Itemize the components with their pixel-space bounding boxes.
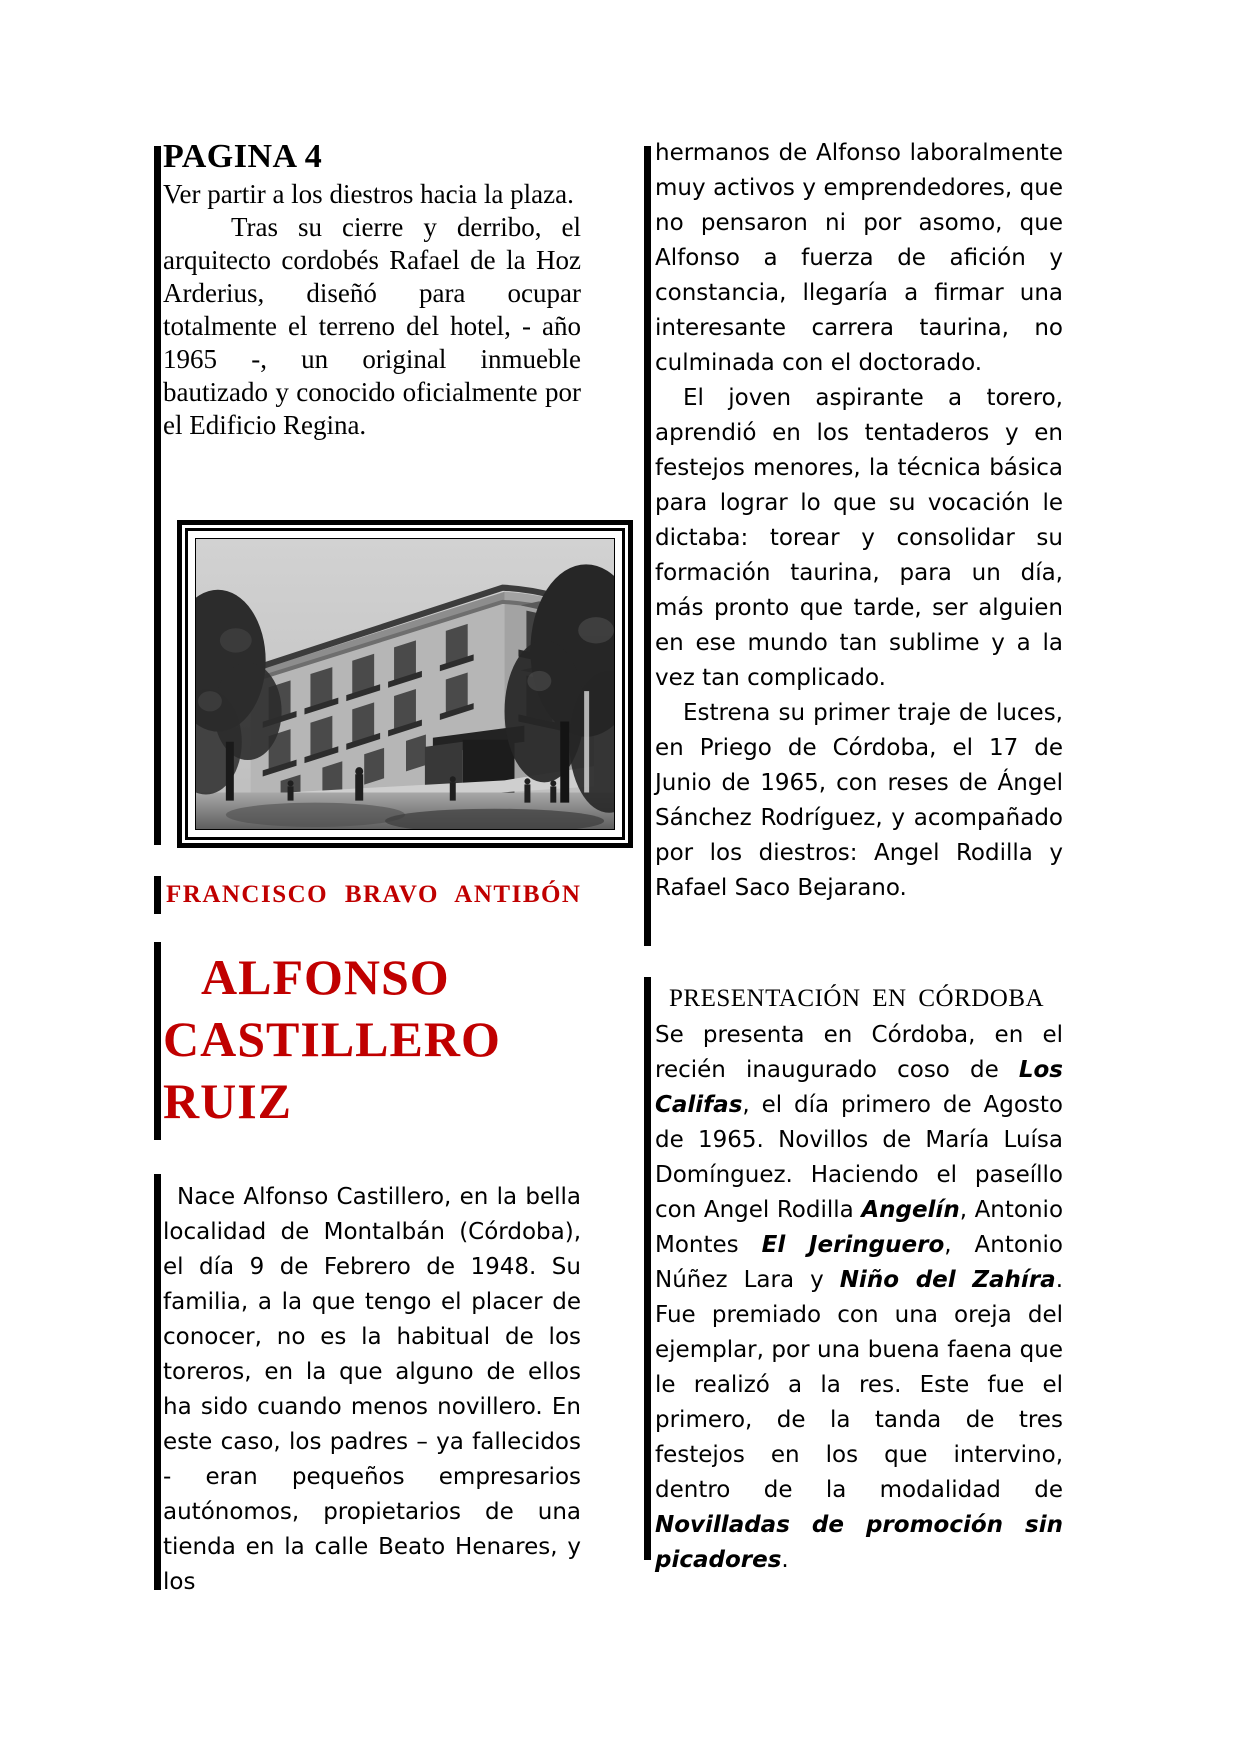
- intro-paragraph-1: Ver partir a los diestros hacia la plaza.: [163, 179, 574, 209]
- right-paragraph-2: El joven aspirante a torero, aprendió en los tentaderos y en festejos menores, la técnica básica para lograr lo que su vocación le dictaba: torear y consolidar su formación taurina, para un día, más pronto que tarde, ser alguien en ese mundo tan sublime y a la vez tan complicado.: [655, 385, 1063, 691]
- left-column-intro: [163, 138, 581, 442]
- building-photo: [195, 538, 615, 830]
- left-rule-byline: [154, 876, 161, 914]
- right-paragraph-1: hermanos de Alfonso laboralmente muy activos y emprendedores, que no pensaron ni por asomo, que Alfonso a fuerza de afición y constancia, llegaría a firmar una interesante carrera taurina, no culminada con el doctorado.: [655, 140, 1063, 376]
- left-rule-title: [154, 942, 161, 1140]
- article-title: ALFONSO CASTILLERO RUIZ: [163, 949, 501, 1129]
- plain-text: , el día primero de Agosto de 1965. Novillos de María Luísa Domínguez. Haciendo el paseíllo con Angel Rodilla: [655, 1092, 1063, 1223]
- right-column-bottom: [655, 980, 1063, 1578]
- photo-frame-middle-border: [185, 528, 625, 840]
- emphasized-text: Angelín: [861, 1197, 960, 1223]
- building-photo-illustration: [196, 539, 614, 829]
- right-rule-bottom: [644, 977, 651, 1560]
- plain-text: , Antonio Núñez Lara y: [655, 1232, 1063, 1293]
- left-rule-bio: [154, 1174, 161, 1590]
- bio-paragraph-block: [163, 1180, 581, 1600]
- plain-text: , Antonio Montes: [655, 1197, 1064, 1258]
- photo-frame: [177, 520, 633, 848]
- plain-text: Se presenta en Córdoba, en el recién inaugurado coso de: [655, 1022, 1063, 1083]
- intro-paragraph-2: Tras su cierre y derribo, el arquitecto cordobés Rafael de la Hoz Arderius, diseñó para ocupar totalmente el terreno del hotel, - año 1965 -, un original inmueble bautizado y conocido oficialmente por el Edificio Regina.: [163, 212, 581, 440]
- right-paragraph-3: Estrena su primer traje de luces, en Priego de Córdoba, el 17 de Junio de 1965, con reses de Ángel Sánchez Rodríguez, y acompañado por los diestros: Angel Rodilla y Rafael Saco Bejarano.: [655, 700, 1063, 901]
- emphasized-text: Los Califas: [655, 1057, 1063, 1118]
- right-rule-top: [644, 146, 651, 946]
- page-title: PAGINA 4: [163, 138, 323, 175]
- plain-text: . Fue premiado con una oreja del ejemplar, por una buena faena que le realizó a la res. Este fue el primero, de la tanda de tres festejos en los que intervino, dentro de la modalidad de: [655, 1267, 1063, 1503]
- emphasized-text: Niño del Zahíra: [839, 1267, 1056, 1293]
- plain-text: .: [781, 1547, 789, 1573]
- author-byline: FRANCISCO BRAVO ANTIBÓN: [166, 881, 582, 908]
- right-paragraph-4: [655, 1018, 1063, 1578]
- section-heading: PRESENTACIÓN EN CÓRDOBA: [669, 985, 1045, 1012]
- emphasized-text: Novilladas de promoción sin picadores: [655, 1512, 1063, 1573]
- bio-paragraph: Nace Alfonso Castillero, en la bella localidad de Montalbán (Córdoba), el día 9 de Febrero de 1948. Su familia, a la que tengo el placer de conocer, no es la habitual de los toreros, en la que alguno de ellos ha sido cuando menos novillero. En este caso, los padres – ya fallecidos - eran pequeños empresarios autónomos, propietarios de una tienda en la calle Beato Henares, y los: [163, 1184, 581, 1595]
- right-column-top: [655, 136, 1063, 906]
- emphasized-text: El Jeringuero: [761, 1232, 945, 1258]
- left-rule-intro: [154, 146, 161, 845]
